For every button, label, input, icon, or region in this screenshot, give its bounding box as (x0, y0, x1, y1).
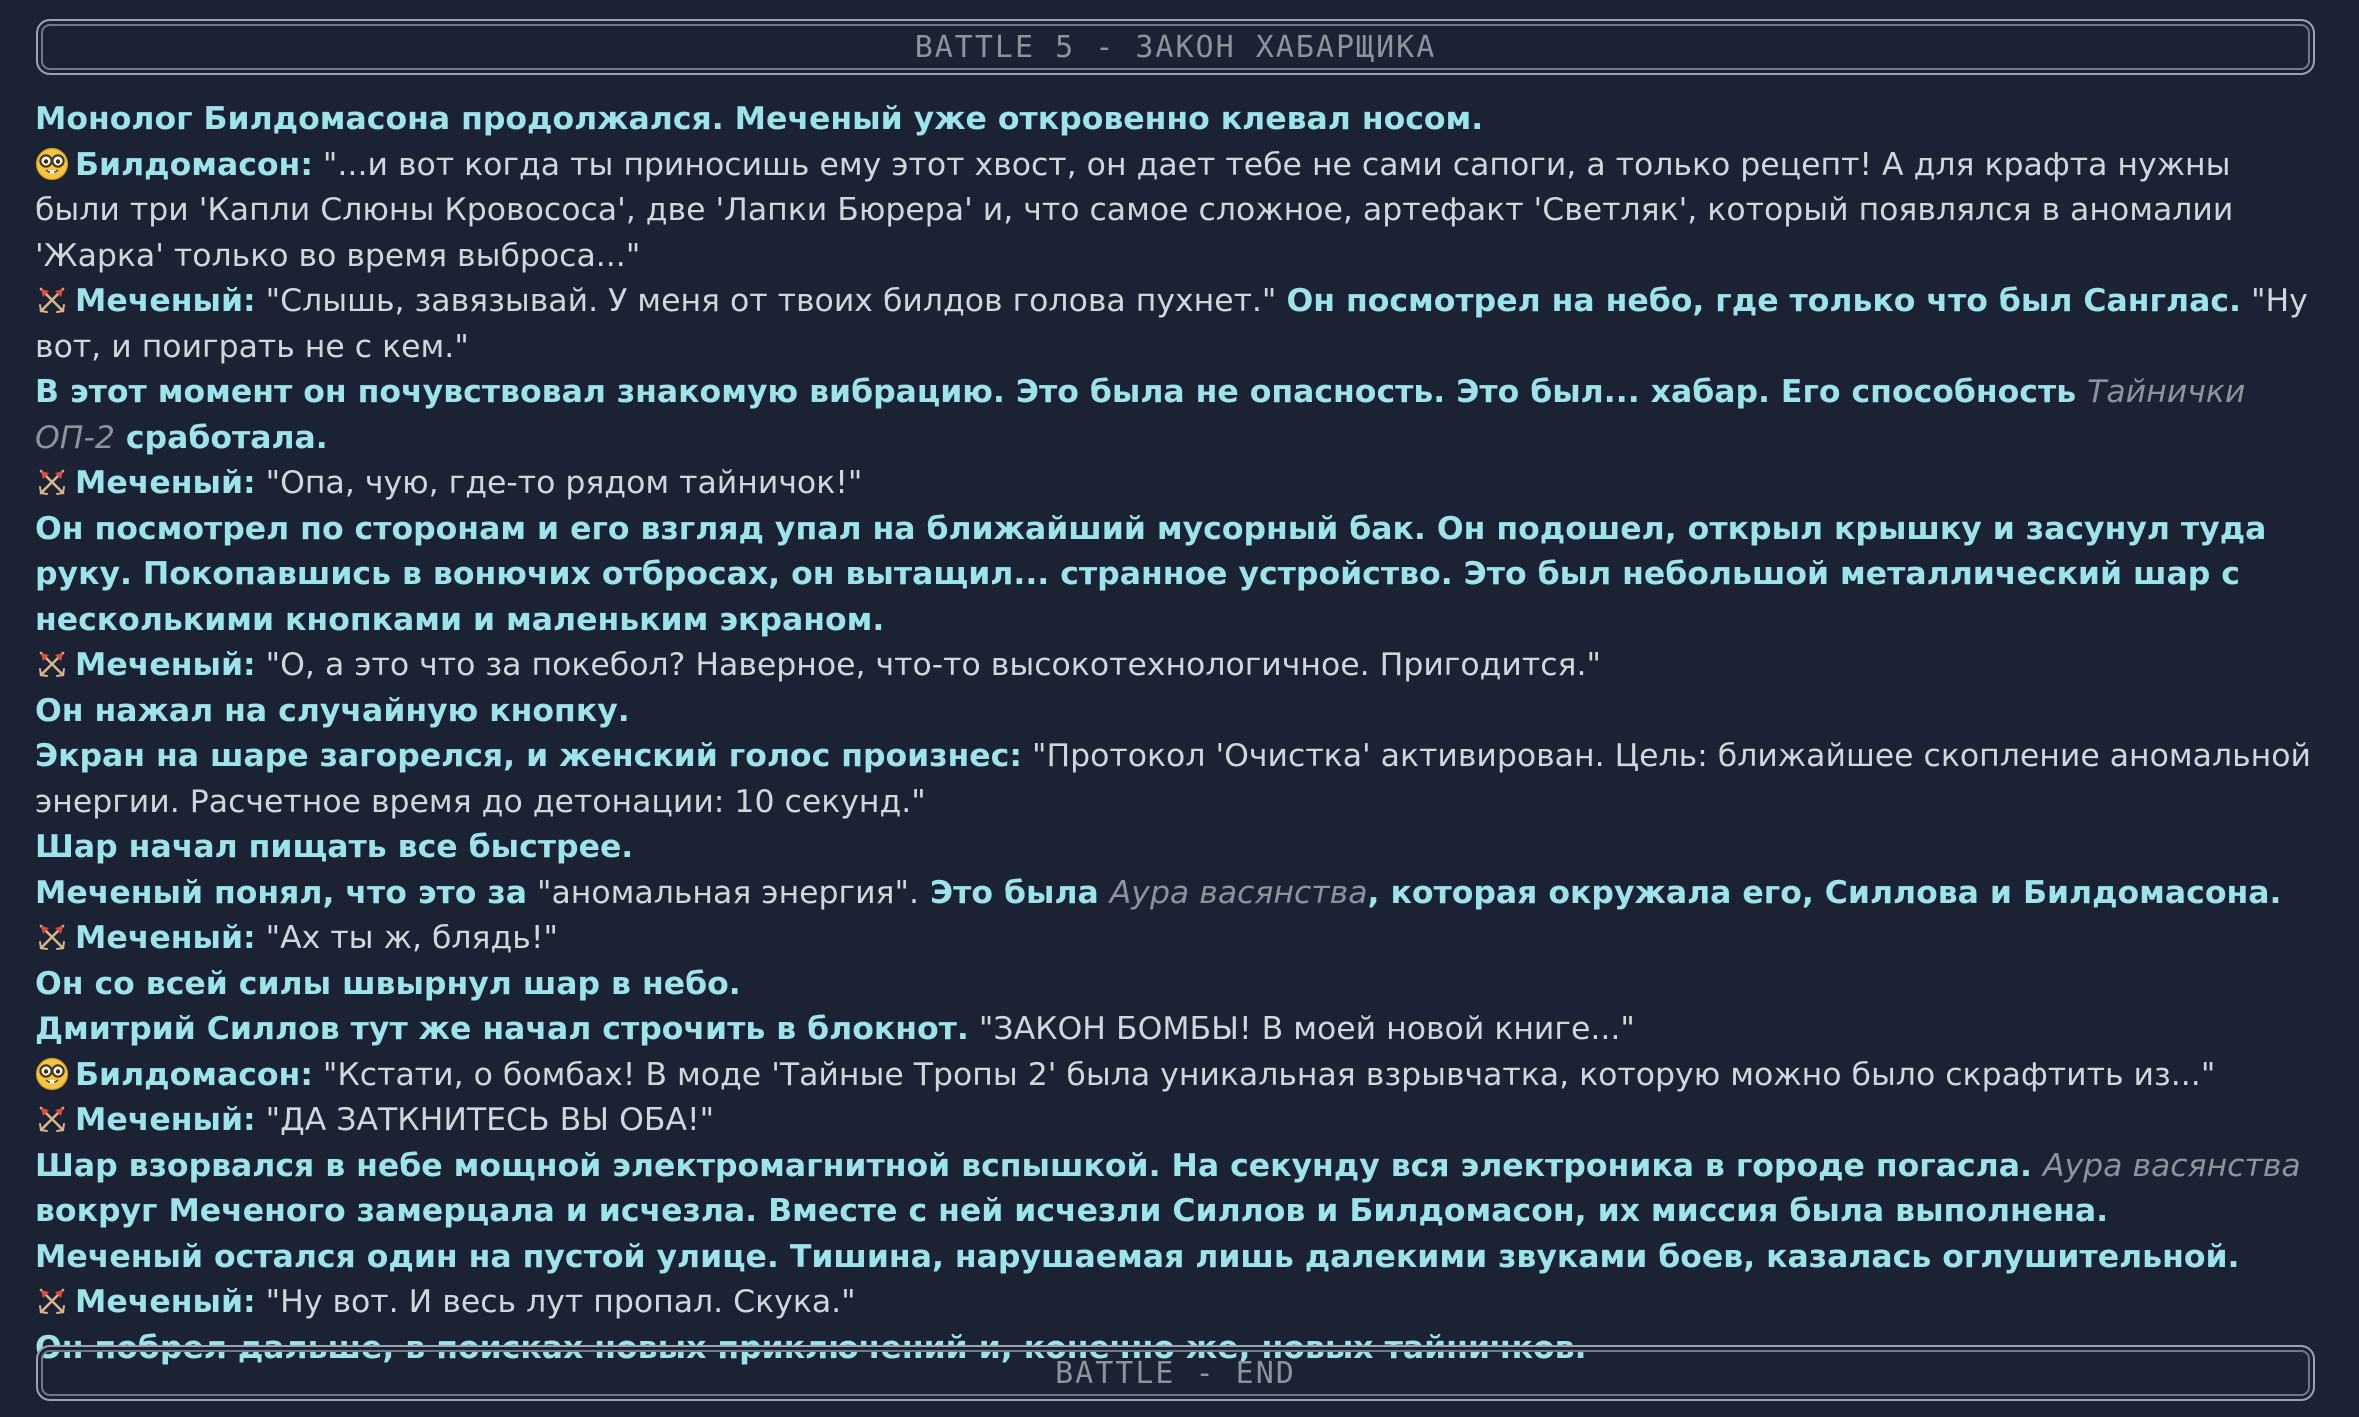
narration-text: вокруг Меченого замерцала и исчезла. Вместе с ней исчезли Силлов и Билдомасон, их миссия была выполнена. (35, 1193, 2109, 1229)
crossed-arrows-icon (35, 1284, 69, 1318)
crossed-arrows-icon (35, 283, 69, 317)
story-line (35, 279, 2325, 370)
story-line (35, 1098, 2325, 1144)
story-line (35, 1007, 2325, 1053)
dialogue-text: "аномальная энергия". (526, 874, 920, 911)
narration-text: , которая окружала его, Силлова и Билдомасона. (1367, 874, 2282, 911)
battle-header-banner (36, 19, 2315, 75)
story-line (35, 962, 2325, 1008)
nerd-face-icon (35, 147, 69, 181)
story-line (35, 97, 2325, 143)
narration-text: В этот момент он почувствовал знакомую вибрацию. Это была не опасность. Это был... хабар. Его способность (35, 374, 2088, 410)
speaker-name: Меченый: (75, 1102, 256, 1138)
crossed-arrows-icon (35, 647, 69, 681)
dialogue-text: "Кстати, о бомбах! В моде 'Тайные Тропы 2' была уникальная взрывчатка, которую можно было скрафтить из..." (312, 1056, 2216, 1093)
story-text (35, 97, 2325, 1371)
dialogue-text: "О, а это что за покебол? Наверное, что-то высокотехнологичное. Пригодится." (255, 647, 1601, 683)
story-line (35, 461, 2325, 507)
speaker-name: Меченый: (75, 920, 256, 956)
narration-text: Меченый остался один на пустой улице. Тишина, нарушаемая лишь далекими звуками боев, казалась оглушительной. (35, 1238, 2240, 1275)
story-line (35, 1280, 2325, 1326)
nerd-face-icon (35, 1057, 69, 1091)
narration-text: Это была (919, 874, 1110, 911)
narration-text: Дмитрий Силлов тут же начал строчить в блокнот. (35, 1011, 969, 1047)
battle-footer-banner (36, 1345, 2315, 1401)
dialogue-text: "Протокол 'Очистка' активирован. Цель: ближайшее скопление аномальной энергии. Расчетное время до детонации: 10 секунд." (35, 738, 2312, 820)
story-line (35, 1053, 2325, 1099)
story-line (35, 734, 2325, 825)
story-line (35, 689, 2325, 735)
story-line (35, 916, 2325, 962)
story-line (35, 825, 2325, 871)
narration-text: Шар начал пищать все быстрее. (35, 829, 634, 865)
dialogue-text: "ЗАКОН БОМБЫ! В моей новой книге..." (968, 1011, 1635, 1047)
speaker-name: Билдомасон: (75, 1056, 313, 1093)
battle-header-title: BATTLE 5 - ЗАКОН ХАБАРЩИКА (914, 29, 1437, 65)
battle-footer-title: BATTLE - END (1055, 1355, 1296, 1391)
narration-text: Шар взорвался в небе мощной электромагнитной вспышкой. На секунду вся электроника в городе погасла. (35, 1147, 2043, 1184)
dialogue-text: "Слышь, завязывай. У меня от твоих билдов голова пухнет." (255, 283, 1287, 319)
crossed-arrows-icon (35, 465, 69, 499)
dialogue-text: "Ну вот, и поиграть не с кем." (35, 283, 2308, 365)
crossed-arrows-icon (35, 1102, 69, 1136)
dialogue-text: "Опа, чую, где-то рядом тайничок!" (255, 465, 863, 501)
speaker-name: Билдомасон: (75, 146, 313, 183)
narration-text: Он нажал на случайную кнопку. (35, 692, 630, 729)
speaker-name: Меченый: (75, 647, 256, 683)
narration-text: Он посмотрел на небо, где только что был Санглас. (1286, 283, 2241, 319)
dialogue-text: "Ну вот. И весь лут пропал. Скука." (255, 1284, 856, 1320)
story-line (35, 871, 2325, 917)
ability-term: Тайнички ОП-2 (35, 374, 2246, 456)
dialogue-text: "Ах ты ж, блядь!" (255, 920, 558, 956)
story-line (35, 507, 2325, 644)
narration-text: Он посмотрел по сторонам и его взгляд упал на ближайший мусорный бак. Он подошел, открыл крышку и засунул туда руку. Покопавшись в вонючих отбросах, он вытащил... странное устройство. Это был небольшой металлический шар с несколькими кнопками и маленьким экраном. (35, 510, 2267, 638)
ability-term: Аура васянства (2042, 1147, 2301, 1184)
narration-text: Монолог Билдомасона продолжался. Меченый уже откровенно клевал носом. (35, 101, 1484, 137)
speaker-name: Меченый: (75, 1284, 256, 1320)
story-line (35, 1144, 2325, 1235)
narration-text: Он со всей силы швырнул шар в небо. (35, 965, 741, 1002)
story-line (35, 1235, 2325, 1281)
crossed-arrows-icon (35, 920, 69, 954)
dialogue-text: "...и вот когда ты приносишь ему этот хвост, он дает тебе не сами сапоги, а только рецепт! А для крафта нужны были три 'Капли Слюны Кровососа', две 'Лапки Бюрера' и, что самое сложное, артефакт 'Светляк', который появлялся в аномалии 'Жарка' только во время выброса..." (35, 146, 2234, 274)
narration-text: Экран на шаре загорелся, и женский голос произнес: (35, 738, 1022, 774)
story-line (35, 643, 2325, 689)
dialogue-text: "ДА ЗАТКНИТЕСЬ ВЫ ОБА!" (255, 1102, 715, 1138)
narration-text: Меченый понял, что это за (35, 874, 527, 911)
speaker-name: Меченый: (75, 283, 256, 319)
story-line (35, 370, 2325, 461)
ability-term: Аура васянства (1109, 874, 1368, 911)
narration-text: Он побрел дальше, в поисках новых приключений и, конечно же, новых тайничков. (35, 1329, 1587, 1366)
narration-text: сработала. (114, 419, 328, 456)
speaker-name: Меченый: (75, 465, 256, 501)
story-line (35, 143, 2325, 280)
